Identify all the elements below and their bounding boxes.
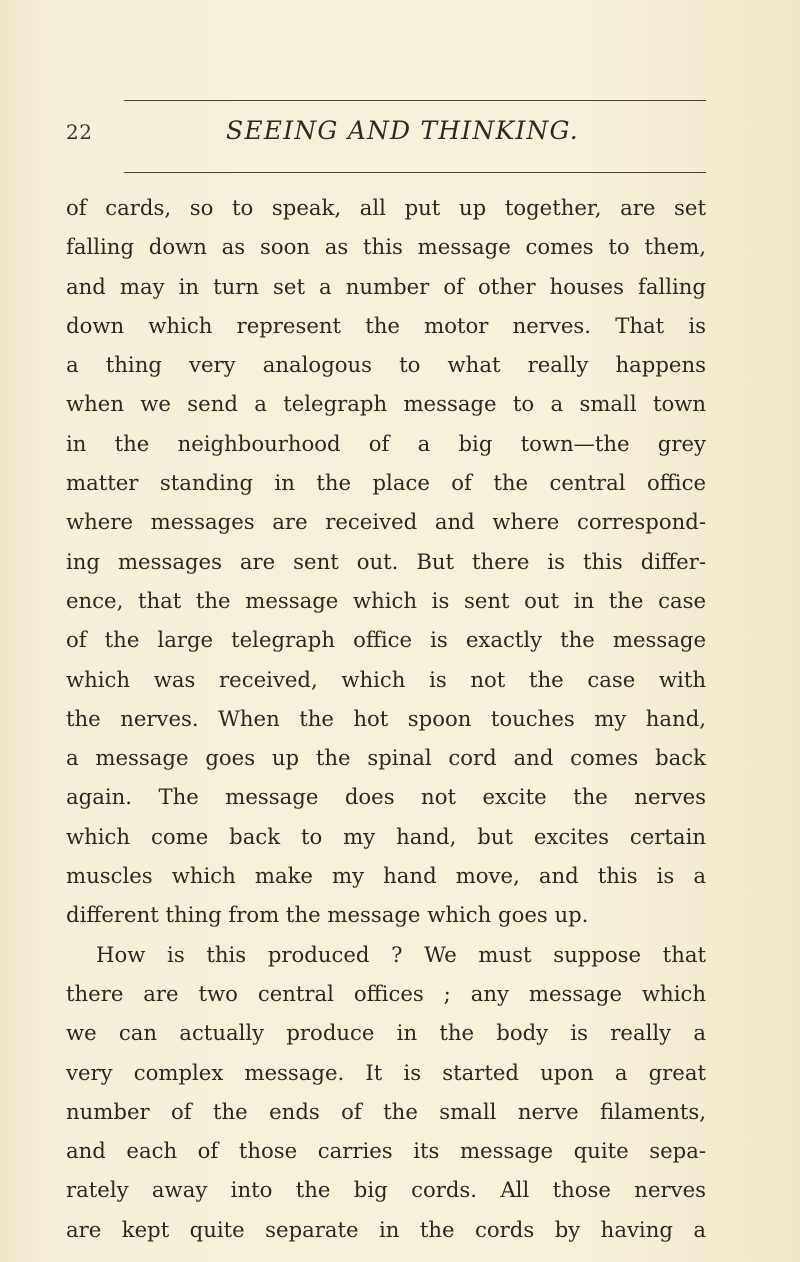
running-head — [66, 116, 706, 154]
text-line: very complex message. It is started upon a great — [66, 1059, 706, 1085]
text-line: How is this produced ? We must suppose that — [96, 941, 706, 967]
page-number: 22 — [66, 120, 93, 144]
text-line: in the neighbourhood of a big town—the grey — [66, 430, 706, 456]
text-line: of the large telegraph office is exactly the message — [66, 627, 706, 653]
text-line: a thing very analogous to what really happens — [66, 352, 706, 378]
text-line: when we send a telegraph message to a small town — [66, 391, 706, 417]
text-line: and may in turn set a number of other houses falling — [66, 273, 706, 299]
body-text — [66, 188, 706, 1249]
text-line: rately away into the big cords. All those nerves — [66, 1177, 706, 1203]
text-line: are kept quite separate in the cords by having a — [66, 1216, 706, 1242]
header-rule-top — [124, 100, 706, 101]
text-line: different thing from the message which goes up. — [66, 902, 589, 928]
text-line: and each of those carries its message quite sepa- — [66, 1138, 706, 1164]
text-line: falling down as soon as this message comes to them, — [66, 234, 706, 260]
text-line: again. The message does not excite the nerves — [66, 784, 706, 810]
text-line: a message goes up the spinal cord and comes back — [66, 745, 706, 771]
text-line: we can actually produce in the body is really a — [66, 1020, 706, 1046]
running-title: SEEING AND THINKING. — [226, 116, 579, 145]
text-line: which was received, which is not the case with — [66, 666, 706, 692]
text-line: matter standing in the place of the central office — [66, 470, 706, 496]
text-line: ing messages are sent out. But there is this differ- — [66, 548, 706, 574]
text-line: muscles which make my hand move, and this is a — [66, 863, 706, 889]
text-line: the nerves. When the hot spoon touches my hand, — [66, 705, 706, 731]
text-line: down which represent the motor nerves. That is — [66, 312, 706, 338]
header-rule-bottom — [124, 172, 706, 173]
text-line: number of the ends of the small nerve filaments, — [66, 1098, 706, 1124]
text-line: there are two central offices ; any message which — [66, 980, 706, 1006]
text-line: of cards, so to speak, all put up together, are set — [66, 195, 706, 220]
text-line: which come back to my hand, but excites certain — [66, 823, 706, 849]
text-line: ence, that the message which is sent out in the case — [66, 587, 706, 613]
text-line: where messages are received and where correspond- — [66, 509, 706, 535]
